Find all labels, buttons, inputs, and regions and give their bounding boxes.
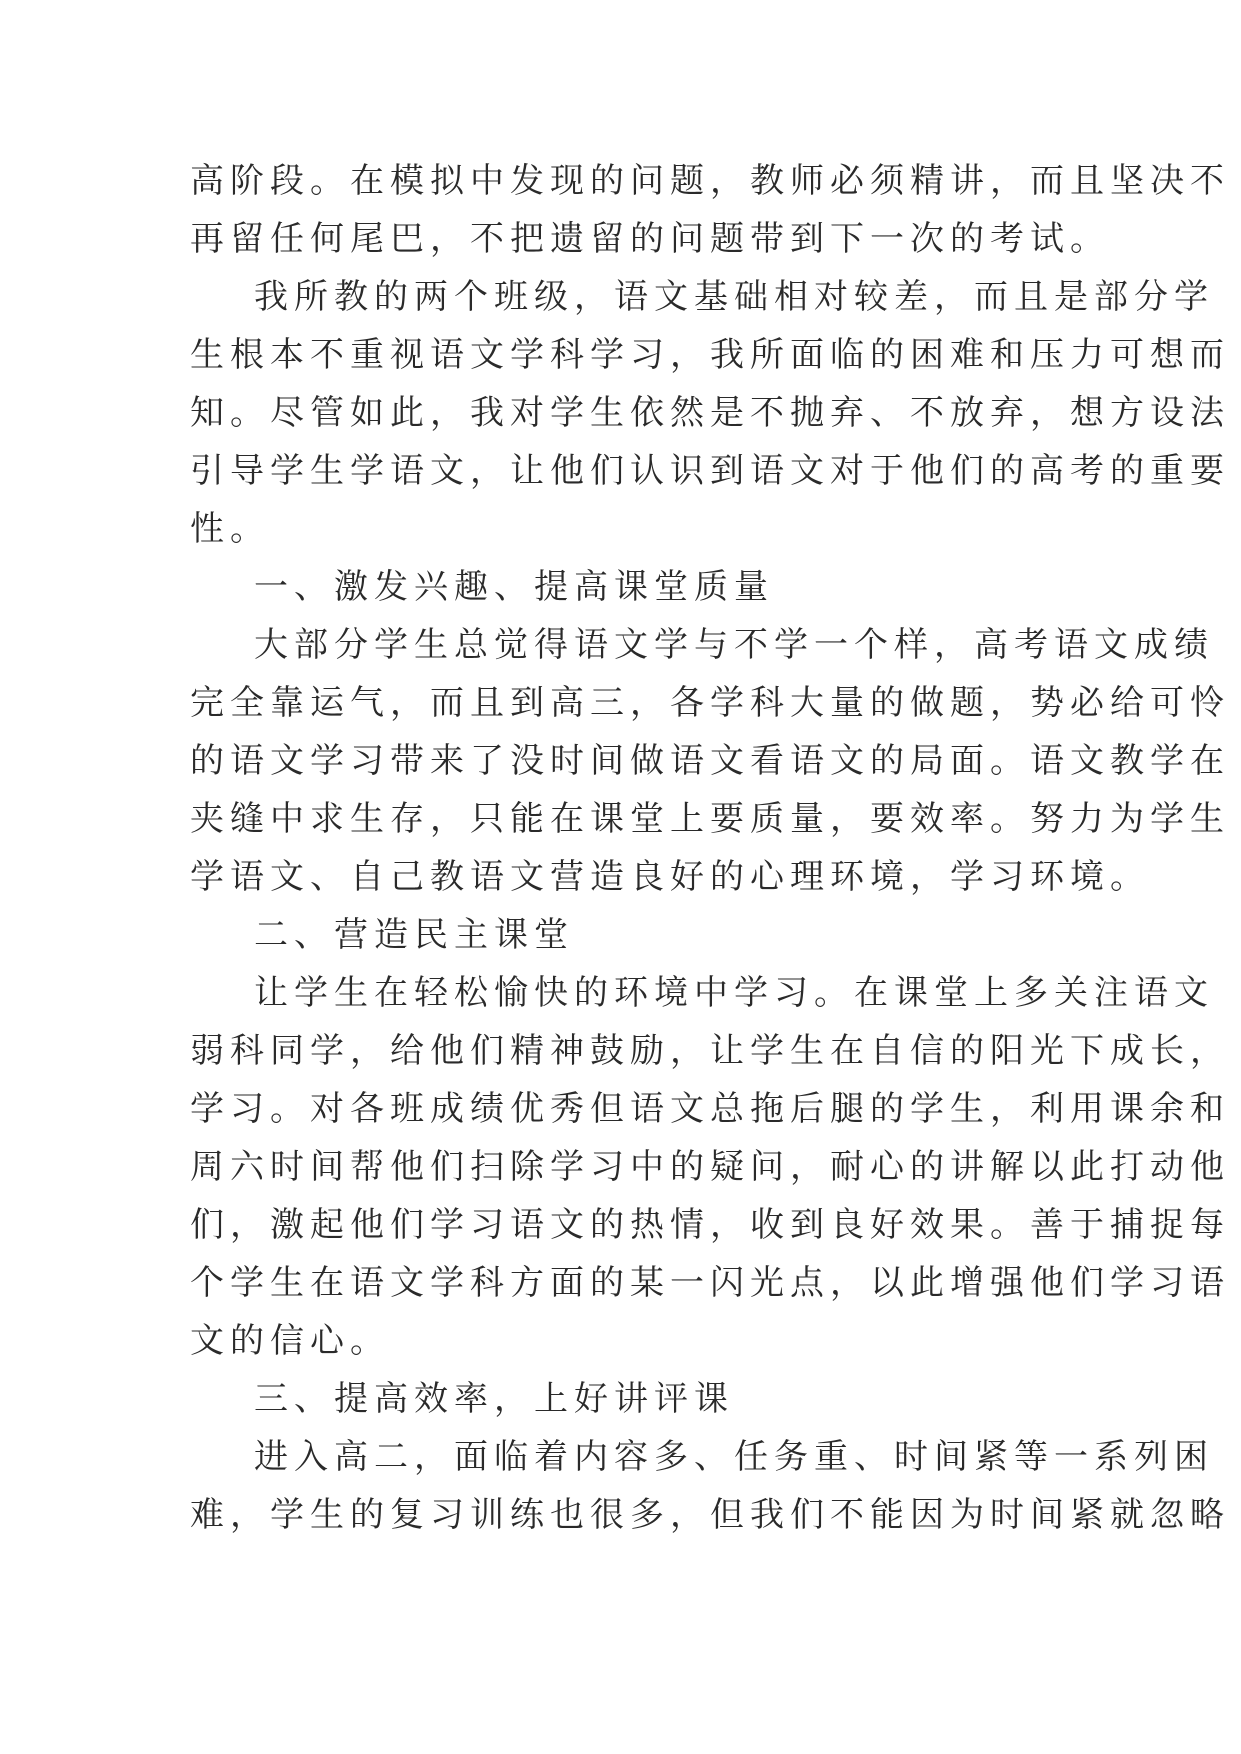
section-heading: 一、激发兴趣、提高课堂质量 [254, 567, 774, 607]
text-line: 难，学生的复习训练也很多，但我们不能因为时间紧就忽略 [190, 1495, 1230, 1535]
section-heading: 三、提高效率，上好讲评课 [254, 1379, 734, 1419]
text-line: 我所教的两个班级，语文基础相对较差，而且是部分学 [254, 277, 1214, 317]
text-line: 引导学生学语文，让他们认识到语文对于他们的高考的重要 [190, 451, 1230, 491]
text-line: 个学生在语文学科方面的某一闪光点，以此增强他们学习语 [190, 1263, 1230, 1303]
section-heading: 二、营造民主课堂 [254, 915, 574, 955]
text-line: 性。 [190, 509, 270, 549]
text-line: 文的信心。 [190, 1321, 390, 1361]
text-line: 们，激起他们学习语文的热情，收到良好效果。善于捕捉每 [190, 1205, 1230, 1245]
text-line: 学语文、自己教语文营造良好的心理环境，学习环境。 [190, 857, 1150, 897]
text-line: 生根本不重视语文学科学习，我所面临的困难和压力可想而 [190, 335, 1230, 375]
text-line: 高阶段。在模拟中发现的问题，教师必须精讲，而且坚决不 [190, 161, 1230, 201]
text-line: 进入高二，面临着内容多、任务重、时间紧等一系列困 [254, 1437, 1214, 1477]
text-line: 知。尽管如此，我对学生依然是不抛弃、不放弃，想方设法 [190, 393, 1230, 433]
text-line: 周六时间帮他们扫除学习中的疑问，耐心的讲解以此打动他 [190, 1147, 1230, 1187]
text-line: 完全靠运气，而且到高三，各学科大量的做题，势必给可怜 [190, 683, 1230, 723]
text-line: 再留任何尾巴，不把遗留的问题带到下一次的考试。 [190, 219, 1110, 259]
text-line: 的语文学习带来了没时间做语文看语文的局面。语文教学在 [190, 741, 1230, 781]
text-line: 大部分学生总觉得语文学与不学一个样，高考语文成绩 [254, 625, 1214, 665]
text-line: 学习。对各班成绩优秀但语文总拖后腿的学生，利用课余和 [190, 1089, 1230, 1129]
text-line: 夹缝中求生存，只能在课堂上要质量，要效率。努力为学生 [190, 799, 1230, 839]
text-line: 弱科同学，给他们精神鼓励，让学生在自信的阳光下成长， [190, 1031, 1230, 1071]
text-line: 让学生在轻松愉快的环境中学习。在课堂上多关注语文 [254, 973, 1214, 1013]
document-body [190, 152, 1230, 1544]
